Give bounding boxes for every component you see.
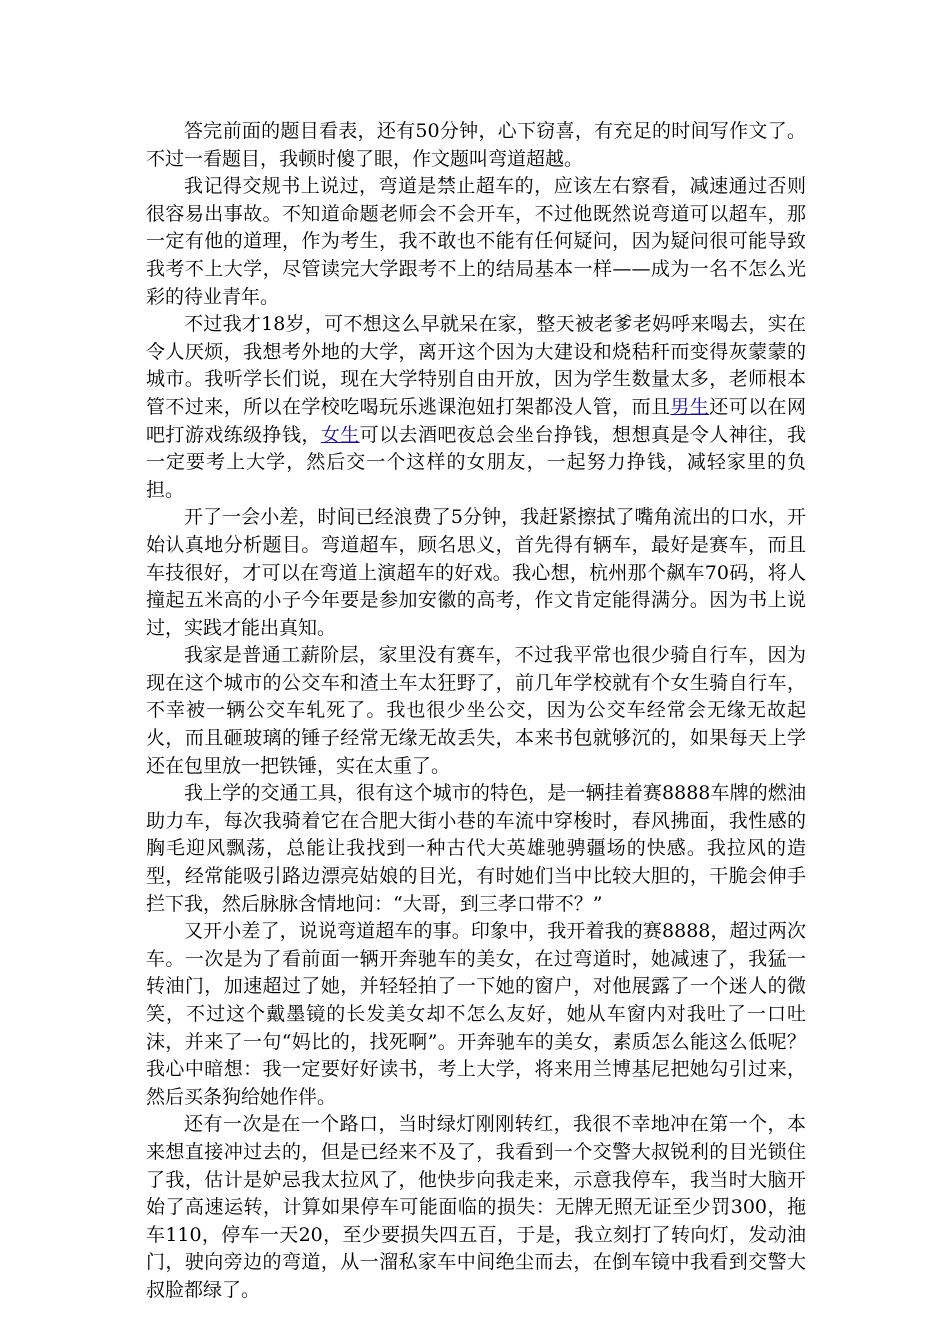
paragraph-8: 还有一次是在一个路口，当时绿灯刚刚转红，我很不幸地冲在第一个，本来想直接冲过去的，但是已经来不及了，我看到一个交警大叔锐利的目光锁住了我，估计是妒忌我太拉风了，他快步向我走来，示意我停车，我当时大脑开始了高速运转，计算如果停车可能面临的损失：无牌无照无证至少罚300，拖车110，停车一天20，至少要损失四五百，于是，我立刻打了转向灯，发动油门，驶向旁边的弯道，从一溜私家车中间绝尘而去，在倒车镜中我看到交警大叔脸都绿了。: [146, 1113, 806, 1301]
paragraph-4: 开了一会小差，时间已经浪费了5分钟，我赶紧擦拭了嘴角流出的口水，开始认真地分析题目。弯道超车，顾名思义，首先得有辆车，最好是赛车，而且车技很好，才可以在弯道上演超车的好戏。我心想，杭州那个飙车70码，将人撞起五米高的小子今年要是参加安徽的高考，作文肯定能得满分。因为书上说过，实践才能出真知。: [146, 506, 806, 639]
paragraph-3: [146, 311, 806, 504]
paragraph-7: 又开小差了，说说弯道超车的事。印象中，我开着我的赛8888，超过两次车。一次是为了看前面一辆开奔驰车的美女，在过弯道时，她减速了，我猛一转油门，加速超过了她，并轻轻拍了一下她的窗户，对他展露了一个迷人的微笑，不过这个戴墨镜的长发美女却不怎么友好，她从车窗内对我吐了一口吐沫，并来了一句“妈比的，找死啊”。开奔驰车的美女，素质怎么能这么低呢？我心中暗想：我一定要好好读书，考上大学，将来用兰博基尼把她勾引过来，然后买条狗给她作伴。: [146, 920, 806, 1108]
paragraph-3-text-b: 还可以在网吧打游戏练级挣钱，: [146, 395, 806, 446]
paragraph-3-text-a: 不过我才18岁，可不想这么早就呆在家，整天被老爹老妈呼来喝去，实在令人厌烦，我想考外地的大学，离开这个因为大建设和烧秸秆而变得灰蒙蒙的城市。我听学长们说，现在大学特别自由开放，因为学生数量太多，老师根本管不过来，所以在学校吃喝玩乐逃课泡妞打架都没人管，而且: [146, 313, 806, 418]
article-body: [146, 118, 806, 1305]
paragraph-6: 我上学的交通工具，很有这个城市的特色，是一辆挂着赛8888车牌的燃油助力车，每次我骑着它在合肥大街小巷的车流中穿梭时，春风拂面，我性感的胸毛迎风飘荡，总能让我找到一种古代大英雄驰骋疆场的快感。我拉风的造型，经常能吸引路边漂亮姑娘的目光，有时她们当中比较大胆的，干脆会伸手拦下我，然后脉脉含情地问：“大哥，到三孝口带不？”: [146, 782, 806, 915]
link-girls[interactable]: 女生: [320, 423, 360, 446]
paragraph-2: 我记得交规书上说过，弯道是禁止超车的，应该左右察看，减速通过否则很容易出事故。不知道命题老师会不会开车，不过他既然说弯道可以超车，那一定有他的道理，作为考生，我不敢也不能有任何疑问，因为疑问很可能导致我考不上大学，尽管读完大学跟考不上的结局基本一样——成为一名不怎么光彩的待业青年。: [146, 175, 806, 308]
paragraph-1: 答完前面的题目看表，还有50分钟，心下窃喜，有充足的时间写作文了。不过一看题目，我顿时傻了眼，作文题叫弯道超越。: [146, 120, 806, 170]
paragraph-5: 我家是普通工薪阶层，家里没有赛车，不过我平常也很少骑自行车，因为现在这个城市的公交车和渣土车太狂野了，前几年学校就有个女生骑自行车，不幸被一辆公交车轧死了。我也很少坐公交，因为公交车经常会无缘无故起火，而且砸玻璃的锤子经常无缘无故丢失，本来书包就够沉的，如果每天上学还在包里放一把铁锤，实在太重了。: [146, 644, 806, 777]
paragraph-3-text-c: 可以去酒吧夜总会坐台挣钱，想想真是令人神往，我一定要考上大学，然后交一个这样的女朋友，一起努力挣钱，减轻家里的负担。: [146, 423, 806, 501]
link-boys[interactable]: 男生: [670, 395, 710, 418]
